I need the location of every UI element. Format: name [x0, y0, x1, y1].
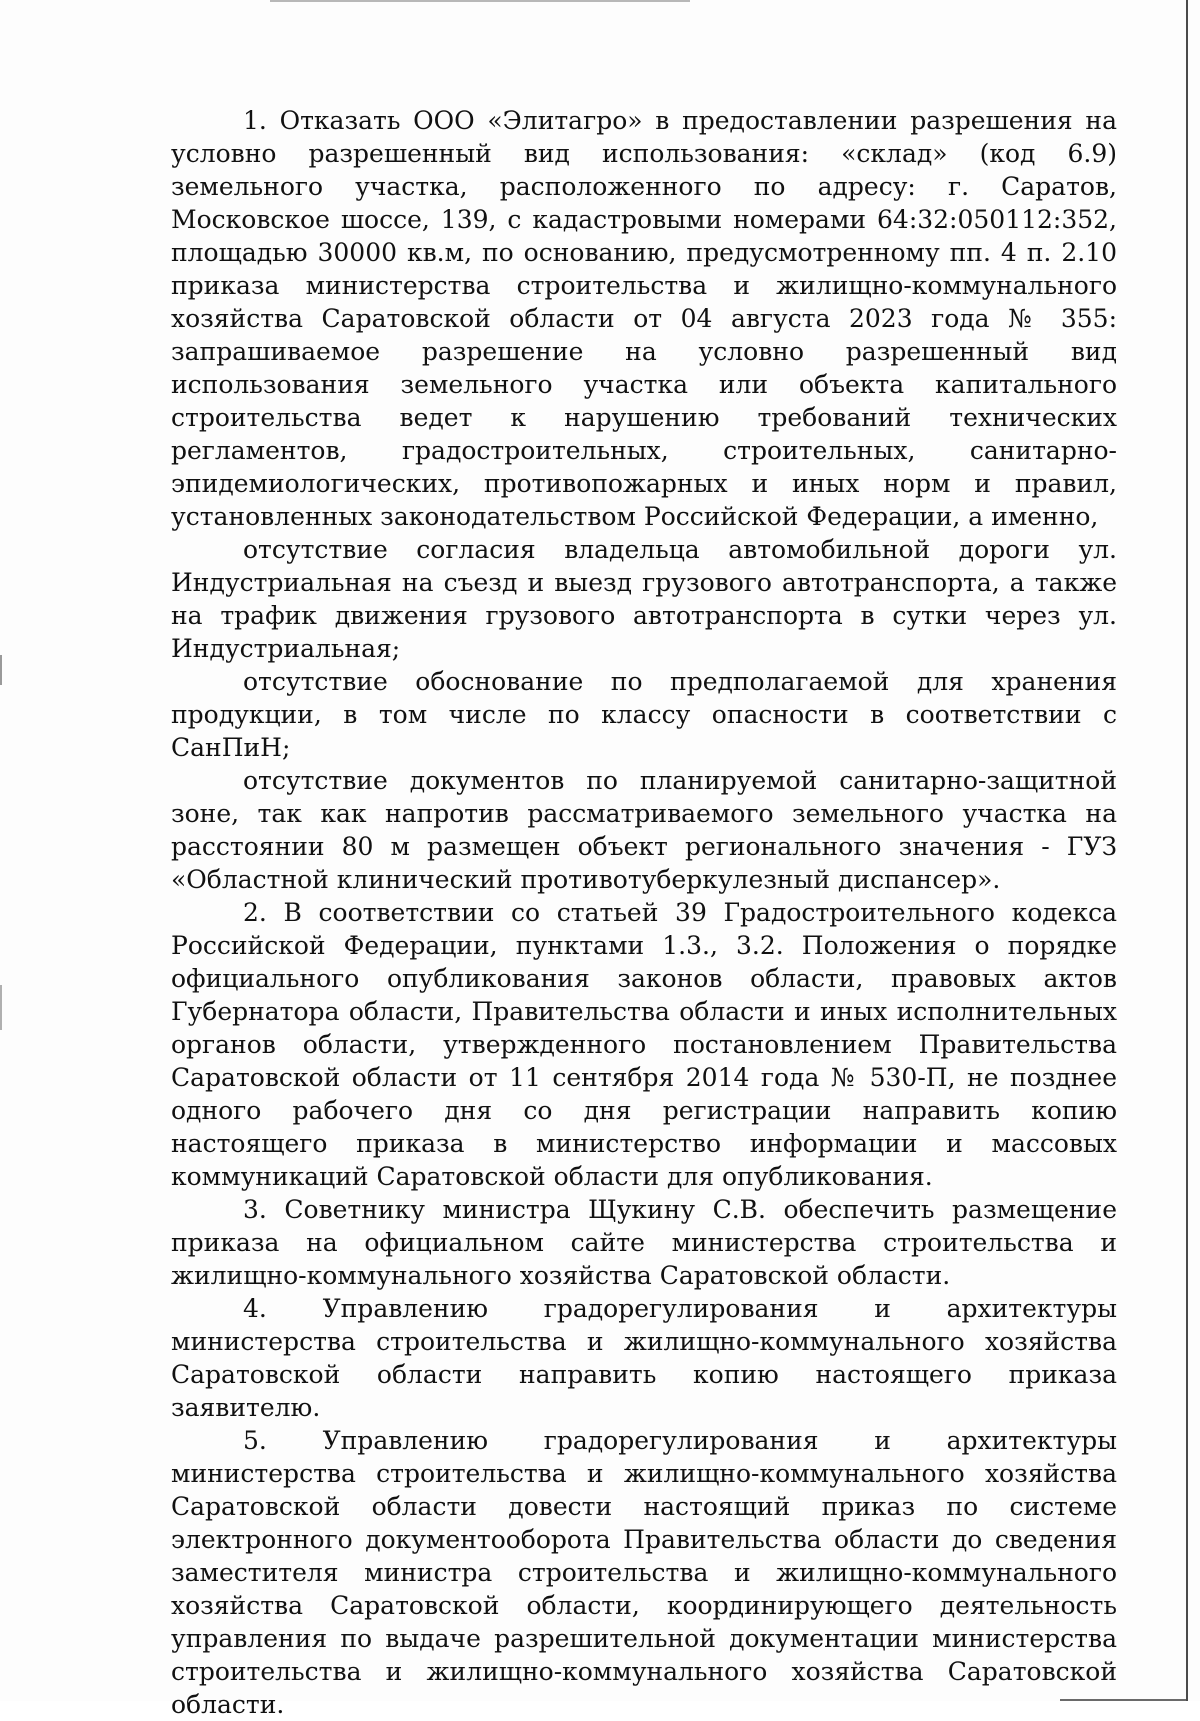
- document-body: [171, 104, 1117, 1721]
- paragraph-reason-road-owner: отсутствие согласия владельца автомобильной дороги ул. Индустриальная на съезд и выезд грузового автотранспорта, а также на трафик движения грузового автотранспорта в сутки через ул. Индустриальная;: [171, 535, 1117, 663]
- scan-edge-right: [1186, 0, 1188, 1701]
- scan-edge-top: [270, 0, 690, 2]
- paragraph-item-5-edms: 5. Управлению градорегулирования и архитектуры министерства строительства и жилищно-коммунального хозяйства Саратовской области довести настоящий приказ по системе электронного документооборота Правительства области до сведения заместителя министра строительства и жилищно-коммунального хозяйства Саратовской области, координирующего деятельность управления по выдаче разрешительной документации министерства строительства и жилищно-коммунального хозяйства Саратовской области.: [171, 1426, 1117, 1719]
- paragraph-item-3-website: 3. Советнику министра Щукину С.В. обеспечить размещение приказа на официальном сайте министерства строительства и жилищно-коммунального хозяйства Саратовской области.: [171, 1195, 1117, 1290]
- paragraph-item-2-publication: 2. В соответствии со статьей 39 Градостроительного кодекса Российской Федерации, пунктами 1.3., 3.2. Положения о порядке официального опубликования законов области, правовых актов Губернатора области, Правительства области и иных исполнительных органов области, утвержденного постановлением Правительства Саратовской области от 11 сентября 2014 года № 530-П, не позднее одного рабочего дня со дня регистрации направить копию настоящего приказа в министерство информации и массовых коммуникаций Саратовской области для опубликования.: [171, 898, 1117, 1191]
- paragraph-item-4-applicant: 4. Управлению градорегулирования и архитектуры министерства строительства и жилищно-коммунального хозяйства Саратовской области направить копию настоящего приказа заявителю.: [171, 1294, 1117, 1422]
- scan-edge-left-lower: [0, 985, 2, 1030]
- paragraph-reason-storage: отсутствие обоснование по предполагаемой для хранения продукции, в том числе по классу опасности в соответствии с СанПиН;: [171, 667, 1117, 762]
- paragraph-item-1-refusal: 1. Отказать ООО «Элитагро» в предоставлении разрешения на условно разрешенный вид использования: «склад» (код 6.9) земельного участка, расположенного по адресу: г. Саратов, Московское шоссе, 139, с кадастровыми номерами 64:32:050112:352, площадью 30000 кв.м, по основанию, предусмотренному пп. 4 п. 2.10 приказа министерства строительства и жилищно-коммунального хозяйства Саратовской области от 04 августа 2023 года № 355: запрашиваемое разрешение на условно разрешенный вид использования земельного участка или объекта капитального строительства ведет к нарушению требований технических регламентов, градостроительных, строительных, санитарно-эпидемиологических, противопожарных и иных норм и правил, установленных законодательством Российской Федерации, а именно,: [171, 106, 1117, 531]
- scan-edge-left: [0, 655, 2, 685]
- paragraph-reason-sanitary-zone: отсутствие документов по планируемой санитарно-защитной зоне, так как напротив рассматриваемого земельного участка на расстоянии 80 м размещен объект регионального значения - ГУЗ «Областной клинический противотуберкулезный диспансер».: [171, 766, 1117, 894]
